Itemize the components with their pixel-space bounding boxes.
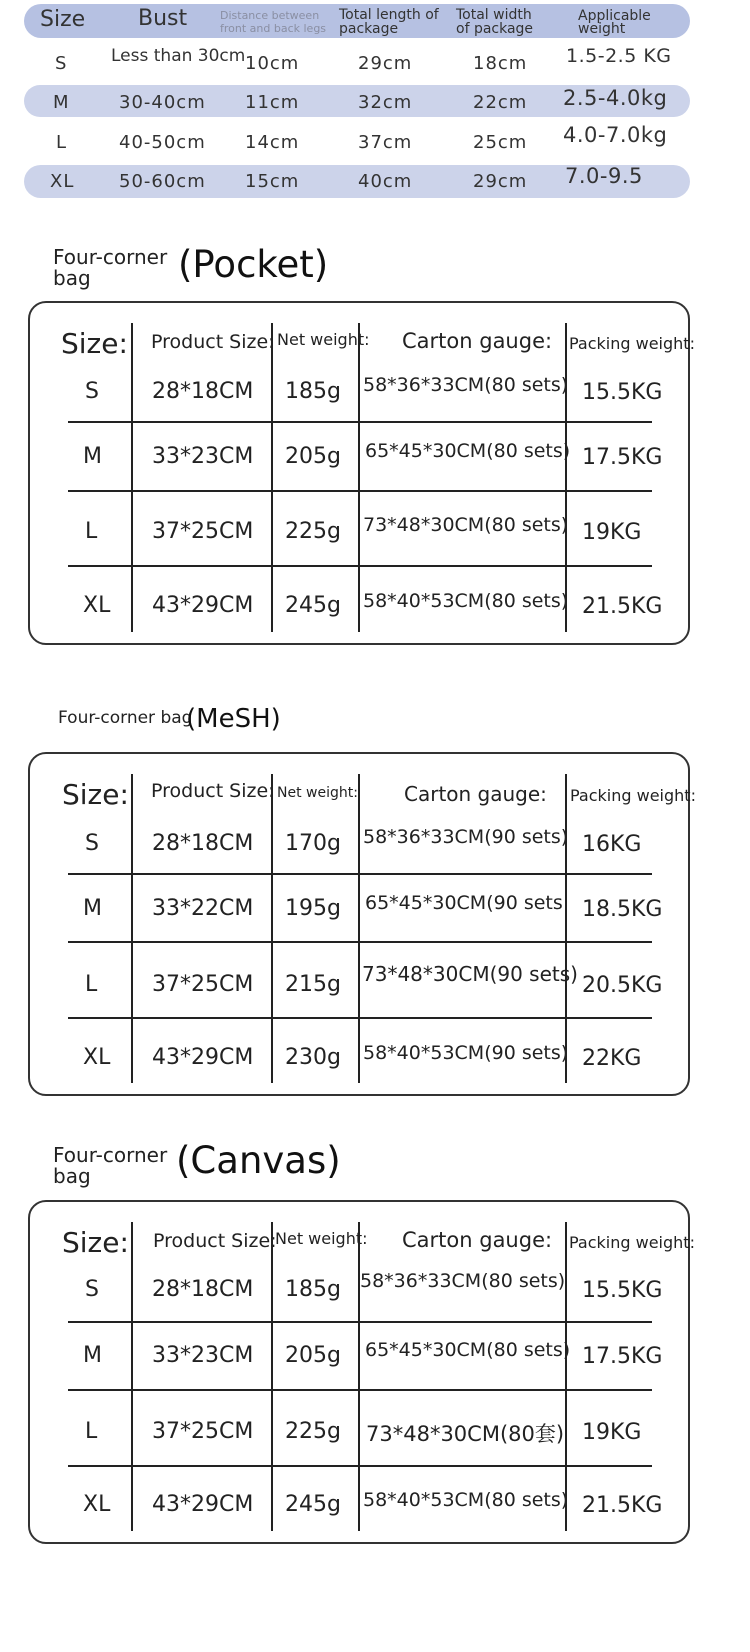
size-cell: L: [85, 1419, 98, 1444]
size-cell: XL: [50, 171, 75, 192]
header-carton-gauge: Carton gauge:: [402, 1228, 553, 1252]
product-size-cell: 28*18CM: [152, 379, 254, 404]
header-product-size: Product Size:: [153, 1230, 277, 1252]
product-size-cell: 43*29CM: [152, 593, 254, 618]
carton-gauge-cell: 65*45*30CM(80 sets): [365, 440, 571, 462]
header-length-line1: Total length of: [339, 7, 439, 23]
net-weight-cell: 195g: [285, 896, 341, 921]
product-size-cell: 37*25CM: [152, 519, 254, 544]
carton-gauge-cell: 73*48*30CM(80套): [366, 1422, 565, 1446]
carton-gauge-cell: 58*36*33CM(80 sets): [363, 374, 569, 396]
section-title-small: bag: [53, 1164, 91, 1188]
net-weight-cell: 225g: [285, 1419, 341, 1444]
size-cell: S: [85, 379, 99, 404]
weight-cell: 7.0-9.5: [565, 164, 643, 188]
column-divider: [131, 1222, 133, 1531]
column-divider: [131, 323, 133, 632]
product-size-cell: 33*23CM: [152, 444, 254, 469]
length-cell: 29cm: [358, 53, 413, 74]
packing-weight-cell: 18.5KG: [582, 897, 663, 922]
packing-weight-cell: 19KG: [582, 520, 642, 545]
packing-weight-cell: 16KG: [582, 832, 642, 857]
size-cell: S: [55, 53, 68, 74]
carton-gauge-cell: 73*48*30CM(90 sets): [362, 962, 578, 986]
carton-gauge-cell: 58*40*53CM(80 sets): [363, 1489, 569, 1511]
weight-cell: 2.5-4.0kg: [563, 86, 668, 110]
distance-cell: 10cm: [245, 53, 300, 74]
header-bust: Bust: [138, 6, 188, 31]
size-cell: L: [85, 972, 98, 997]
product-size-cell: 28*18CM: [152, 1277, 254, 1302]
bust-cell: 30-40cm: [119, 92, 206, 113]
net-weight-cell: 205g: [285, 444, 341, 469]
row-divider: [68, 1321, 652, 1323]
bust-cell: Less than 30cm: [111, 46, 246, 66]
column-divider: [271, 1222, 273, 1531]
bust-cell: 50-60cm: [119, 171, 206, 192]
header-packing-weight: Packing weight:: [569, 1233, 695, 1252]
net-weight-cell: 245g: [285, 1492, 341, 1517]
product-size-cell: 43*29CM: [152, 1492, 254, 1517]
packing-weight-cell: 21.5KG: [582, 1493, 663, 1518]
row-divider: [68, 1017, 652, 1019]
packing-weight-cell: 22KG: [582, 1046, 642, 1071]
size-cell: M: [83, 896, 102, 921]
bust-cell: 40-50cm: [119, 132, 206, 153]
carton-gauge-cell: 58*36*33CM(90 sets): [363, 826, 569, 848]
size-cell: L: [85, 519, 98, 544]
product-table: [28, 752, 696, 1096]
column-divider: [565, 323, 567, 632]
net-weight-cell: 230g: [285, 1045, 341, 1070]
length-cell: 37cm: [358, 132, 413, 153]
header-size: Size:: [62, 778, 129, 811]
size-cell: XL: [83, 593, 111, 618]
header-carton-gauge: Carton gauge:: [404, 782, 547, 806]
header-width-line1: Total width: [456, 7, 532, 23]
header-size: Size:: [61, 327, 128, 360]
header-product-size: Product Size:: [151, 780, 275, 802]
column-divider: [271, 323, 273, 632]
product-size-cell: 37*25CM: [152, 1419, 254, 1444]
product-size-cell: 37*25CM: [152, 972, 254, 997]
section-title-big: (Canvas): [176, 1139, 341, 1182]
column-divider: [358, 774, 360, 1083]
size-cell: S: [85, 1277, 99, 1302]
header-width-line2: of package: [456, 21, 534, 37]
header-weight-line2: weight: [578, 21, 626, 37]
net-weight-cell: 215g: [285, 972, 341, 997]
size-cell: XL: [83, 1492, 111, 1517]
carton-gauge-cell: 73*48*30CM(80 sets): [363, 514, 569, 536]
column-divider: [565, 1222, 567, 1531]
distance-cell: 15cm: [245, 171, 300, 192]
row-divider: [68, 421, 652, 423]
column-divider: [358, 323, 360, 632]
carton-gauge-cell: 58*40*53CM(80 sets): [363, 590, 569, 612]
distance-cell: 14cm: [245, 132, 300, 153]
header-product-size: Product Size:: [151, 331, 275, 353]
product-size-cell: 43*29CM: [152, 1045, 254, 1070]
row-divider: [68, 1465, 652, 1467]
row-divider: [68, 873, 652, 875]
net-weight-cell: 170g: [285, 831, 341, 856]
size-cell: XL: [83, 1045, 111, 1070]
net-weight-cell: 245g: [285, 593, 341, 618]
section-title-small: Four-corner bag: [58, 708, 193, 728]
size-cell: L: [56, 132, 68, 153]
net-weight-cell: 185g: [285, 1277, 341, 1302]
packing-weight-cell: 21.5KG: [582, 594, 663, 619]
header-net-weight: Net weight:: [277, 785, 358, 801]
row-divider: [68, 490, 652, 492]
column-divider: [565, 774, 567, 1083]
header-size: Size:: [62, 1226, 129, 1259]
section-title-small: bag: [53, 266, 91, 290]
header-distance-line1: Distance between: [220, 9, 320, 22]
size-chart: [0, 0, 750, 215]
column-divider: [131, 774, 133, 1083]
section-title-small: Four-corner: [53, 245, 168, 269]
header-net-weight: Net weight:: [275, 1229, 368, 1248]
carton-gauge-cell: 65*45*30CM(90 sets: [365, 892, 563, 914]
packing-weight-cell: 17.5KG: [582, 1344, 663, 1369]
header-length-line2: package: [339, 21, 399, 37]
carton-gauge-cell: 58*40*53CM(90 sets): [363, 1042, 569, 1064]
section-title-small: Four-corner: [53, 1143, 168, 1167]
product-table: [28, 1200, 695, 1544]
carton-gauge-cell: 65*45*30CM(80 sets): [365, 1339, 571, 1361]
header-distance-line2: front and back legs: [220, 22, 327, 35]
product-size-cell: 33*23CM: [152, 1343, 254, 1368]
header-carton-gauge: Carton gauge:: [402, 329, 553, 353]
length-cell: 32cm: [358, 92, 413, 113]
header-size: Size: [40, 7, 86, 32]
size-cell: M: [83, 1343, 102, 1368]
product-size-cell: 33*22CM: [152, 896, 254, 921]
header-weight-line1: Applicable: [578, 8, 651, 24]
carton-gauge-cell: 58*36*33CM(80 sets): [360, 1270, 566, 1292]
packing-weight-cell: 17.5KG: [582, 445, 663, 470]
length-cell: 40cm: [358, 171, 413, 192]
row-divider: [68, 941, 652, 943]
header-packing-weight: Packing weight:: [569, 334, 695, 353]
packing-weight-cell: 19KG: [582, 1420, 642, 1445]
header-packing-weight: Packing weight:: [570, 786, 696, 805]
packing-weight-cell: 20.5KG: [582, 973, 663, 998]
section-title-big: (MeSH): [186, 704, 281, 734]
packing-weight-cell: 15.5KG: [582, 380, 663, 405]
weight-cell: 4.0-7.0kg: [563, 123, 668, 147]
net-weight-cell: 205g: [285, 1343, 341, 1368]
net-weight-cell: 185g: [285, 379, 341, 404]
weight-cell: 1.5-2.5 KG: [566, 45, 672, 67]
width-cell: 22cm: [473, 92, 528, 113]
header-net-weight: Net weight:: [277, 330, 370, 349]
product-size-cell: 28*18CM: [152, 831, 254, 856]
width-cell: 18cm: [473, 53, 528, 74]
packing-weight-cell: 15.5KG: [582, 1278, 663, 1303]
product-table: [28, 301, 695, 645]
distance-cell: 11cm: [245, 92, 300, 113]
width-cell: 25cm: [473, 132, 528, 153]
size-cell: M: [83, 444, 102, 469]
width-cell: 29cm: [473, 171, 528, 192]
size-cell: M: [53, 92, 70, 113]
row-divider: [68, 1389, 652, 1391]
column-divider: [358, 1222, 360, 1531]
size-cell: S: [85, 831, 99, 856]
section-title-big: (Pocket): [178, 243, 329, 286]
column-divider: [271, 774, 273, 1083]
row-divider: [68, 565, 652, 567]
net-weight-cell: 225g: [285, 519, 341, 544]
